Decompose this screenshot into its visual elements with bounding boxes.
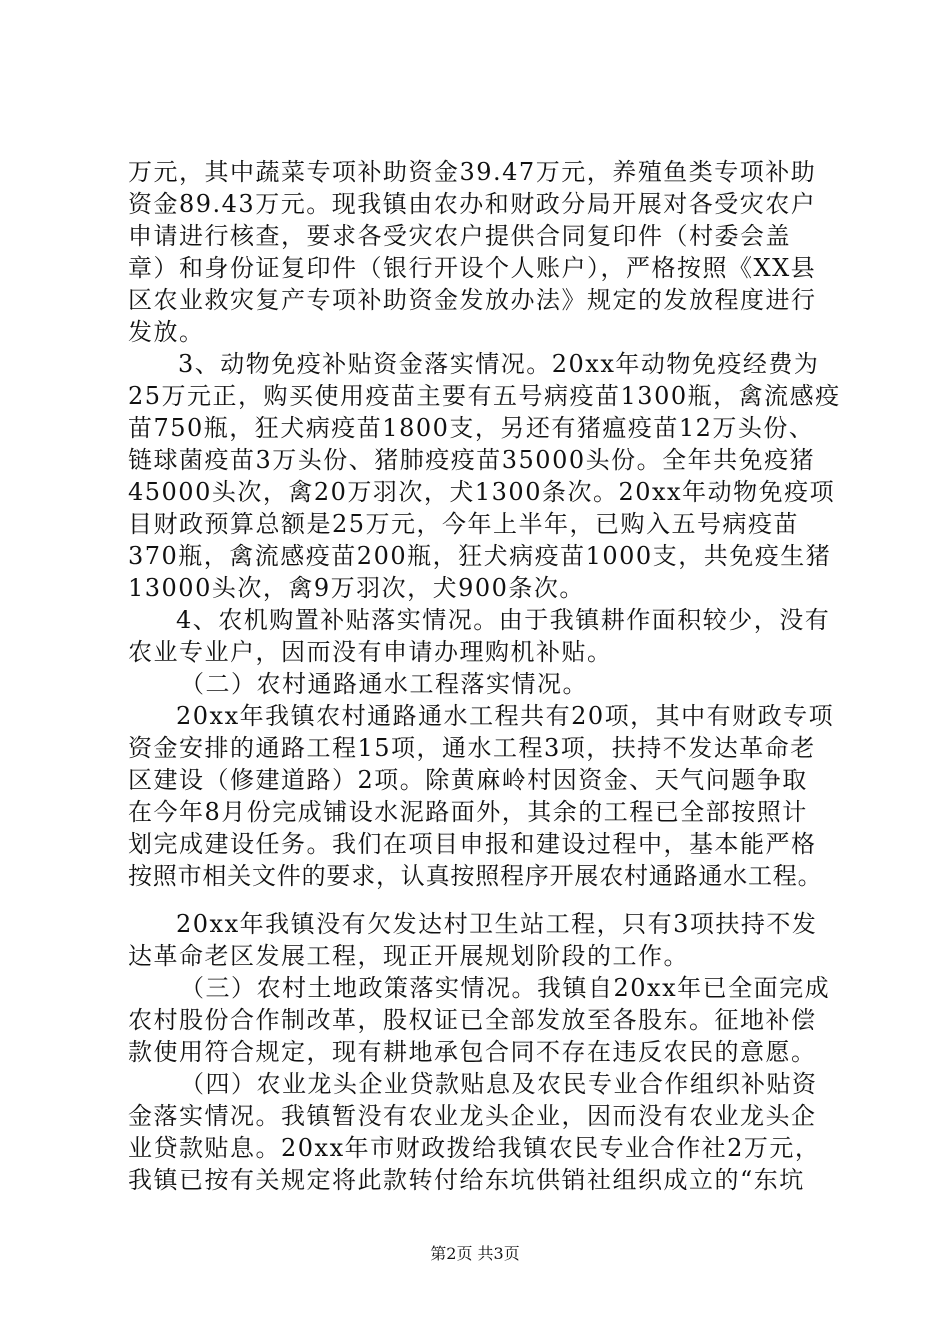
text-line: 万元，其中蔬菜专项补助资金39.47万元，养殖鱼类专项补助 [128, 158, 817, 186]
text-line: 链球菌疫苗3万头份、猪肺疫疫苗35000头份。全年共免疫猪 [128, 446, 816, 474]
text-line: 区农业救灾复产专项补助资金发放办法》规定的发放程度进行 [128, 286, 817, 314]
text-line: 目财政预算总额是25万元，今年上半年，已购入五号病疫苗 [128, 510, 800, 538]
text-line: 章）和身份证复印件（银行开设个人账户），严格按照《XX县 [128, 254, 817, 282]
text-line: 金落实情况。我镇暂没有农业龙头企业，因而没有农业龙头企 [128, 1102, 817, 1130]
section-heading: （三）农村土地政策落实情况。我镇自20xx年已全面完成 [180, 974, 831, 1002]
text-line: 农村股份合作制改革，股权证已全部发放至各股东。征地补偿 [128, 1006, 817, 1034]
text-line: 按照市相关文件的要求，认真按照程序开展农村通路通水工程。 [128, 862, 823, 890]
text-line: 达革命老区发展工程，现正开展规划阶段的工作。 [128, 942, 689, 970]
text-line: 在今年8月份完成铺设水泥路面外，其余的工程已全部按照计 [128, 798, 808, 826]
section-heading: （二）农村通路通水工程落实情况。 [180, 670, 588, 698]
text-line: 发放。 [128, 318, 205, 346]
text-line: 农业专业户，因而没有申请办理购机补贴。 [128, 638, 613, 666]
paragraph-first-line: 3、动物免疫补贴资金落实情况。20xx年动物免疫经费为 [178, 350, 820, 378]
text-line: 我镇已按有关规定将此款转付给东坑供销社组织成立的“东坑 [128, 1166, 805, 1194]
page-footer: 第2页 共3页 [430, 1244, 520, 1263]
text-line: 资金89.43万元。现我镇由农办和财政分局开展对各受灾农户 [128, 190, 817, 218]
section-heading: （四）农业龙头企业贷款贴息及农民专业合作组织补贴资 [180, 1070, 818, 1098]
text-line: 370瓶，禽流感疫苗200瓶，狂犬病疫苗1000支，共免疫生猪 [128, 542, 832, 570]
paragraph-first-line: 4、农机购置补贴落实情况。由于我镇耕作面积较少，没有 [176, 606, 831, 634]
text-line: 款使用符合规定，现有耕地承包合同不存在违反农民的意愿。 [128, 1038, 817, 1066]
text-line: 区建设（修建道路）2项。除黄麻岭村因资金、天气问题争取 [128, 766, 808, 794]
text-line: 资金安排的通路工程15项，通水工程3项，扶持不发达革命老 [128, 734, 816, 762]
text-line: 25万元正，购买使用疫苗主要有五号病疫苗1300瓶，禽流感疫 [128, 382, 841, 410]
text-line: 45000头次，禽20万羽次，犬1300条次。20xx年动物免疫项 [128, 478, 836, 506]
text-line: 苗750瓶，狂犬病疫苗1800支，另还有猪瘟疫苗12万头份、 [128, 414, 815, 442]
paragraph-first-line: 20xx年我镇没有欠发达村卫生站工程，只有3项扶持不发 [176, 910, 818, 938]
text-line: 13000头次，禽9万羽次，犬900条次。 [128, 574, 585, 602]
paragraph-first-line: 20xx年我镇农村通路通水工程共有20项，其中有财政专项 [176, 702, 835, 730]
text-line: 申请进行核查，要求各受灾农户提供合同复印件（村委会盖 [128, 222, 791, 250]
text-line: 业贷款贴息。20xx年市财政拨给我镇农民专业合作社2万元， [128, 1134, 821, 1162]
text-line: 划完成建设任务。我们在项目申报和建设过程中，基本能严格 [128, 830, 817, 858]
